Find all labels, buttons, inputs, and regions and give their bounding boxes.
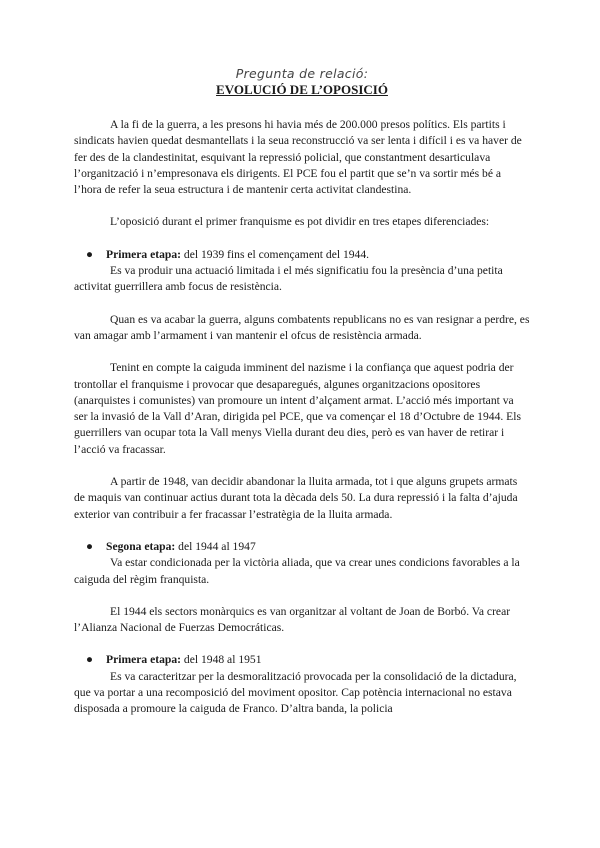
paragraph-1948: A partir de 1948, van decidir abandonar la lluita armada, tot i que alguns grupets armats de maquis van continuar actius durant tota la dècada dels 50. La dura repressió i la falta d’ajuda exterior van contribuir a fer fracassar l’estratègia de la lluita armada. <box>74 475 518 521</box>
paragraph-vall-aran: Tenint en compte la caiguda imminent del nazisme i la confiança que aquest podria der trontollar el franquisme i provocar que desaparegués, algunes organitzacions opositores (anarquistes i comunistes) van promoure un intent d’alçament armat. L’acció més important va ser la invasió de la Vall d’Aran, dirigida pel PCE, que va començar el 18 d’Octubre de 1944. Els guerrillers van ocupar tota la Vall menys Viella durant deu dies, però es van haver de retirar i l’acció va fracassar. <box>74 361 521 456</box>
stage-2-heading <box>74 539 530 555</box>
paragraph-stages-intro: L’oposició durant el primer franquisme es pot dividir en tres etapes diferenciades: <box>110 215 490 229</box>
bullet-icon: ● <box>86 247 94 261</box>
stage-1-label: Primera etapa: <box>106 247 182 261</box>
stage-2-range: del 1944 al 1947 <box>175 539 256 553</box>
paragraph-monarchists: El 1944 els sectors monàrquics es van organitzar al voltant de Joan de Borbó. Va crear l’Alianza Nacional de Fuerzas Democráticas. <box>74 604 511 635</box>
bullet-icon: ● <box>86 653 94 667</box>
stage-1-range: del 1939 fins el començament del 1944. <box>181 247 370 261</box>
document-subtitle: Pregunta de relació: <box>235 66 369 81</box>
bullet-icon: ● <box>86 539 94 553</box>
stage-3-text: Es va caracteritzar per la desmoralització provocada per la consolidació de la dictadura, que va portar a una recomposició del moviment opositor. Cap potència internacional no estava disposada a promoure la caiguda de Franco. D’altra banda, la policia <box>74 669 517 716</box>
stage-2-text: Va estar condicionada per la victòria aliada, que va crear unes condicions favorables a la caiguda del règim franquista. <box>74 556 520 586</box>
paragraph-intro: A la fi de la guerra, a les presons hi havia més de 200.000 presos polítics. Els partits i sindicats havien quedat desmantellats i la seua reconstrucció va ser lenta i difícil i es va haver de fer des de la clandestinitat, esquivant la repressió policial, que constantment desarticulava l’organització i n’empresonava els dirigents. El PCE fou el partit que se’n va sortir més bé a l’hora de refer la seua estructura i de mantenir certa activitat clandestina. <box>74 118 522 197</box>
stage-1-heading <box>74 247 530 263</box>
stage-3-label: Primera etapa: <box>106 653 182 667</box>
stage-3-heading <box>74 652 530 668</box>
paragraph-combatants: Quan es va acabar la guerra, alguns combatents republicans no es van resignar a perdre, es van amagar amb l’armament i van mantenir el ofcus de resistència armada. <box>74 312 530 342</box>
stage-2-label: Segona etapa: <box>106 539 176 553</box>
stage-1-text: Es va produir una actuació limitada i el més significatiu fou la presència d’una petita activitat guerrillera amb focus de resistència. <box>74 264 503 294</box>
document-title: EVOLUCIÓ DE L’OPOSICIÓ <box>216 82 388 97</box>
stage-3-range: del 1948 al 1951 <box>181 653 262 667</box>
